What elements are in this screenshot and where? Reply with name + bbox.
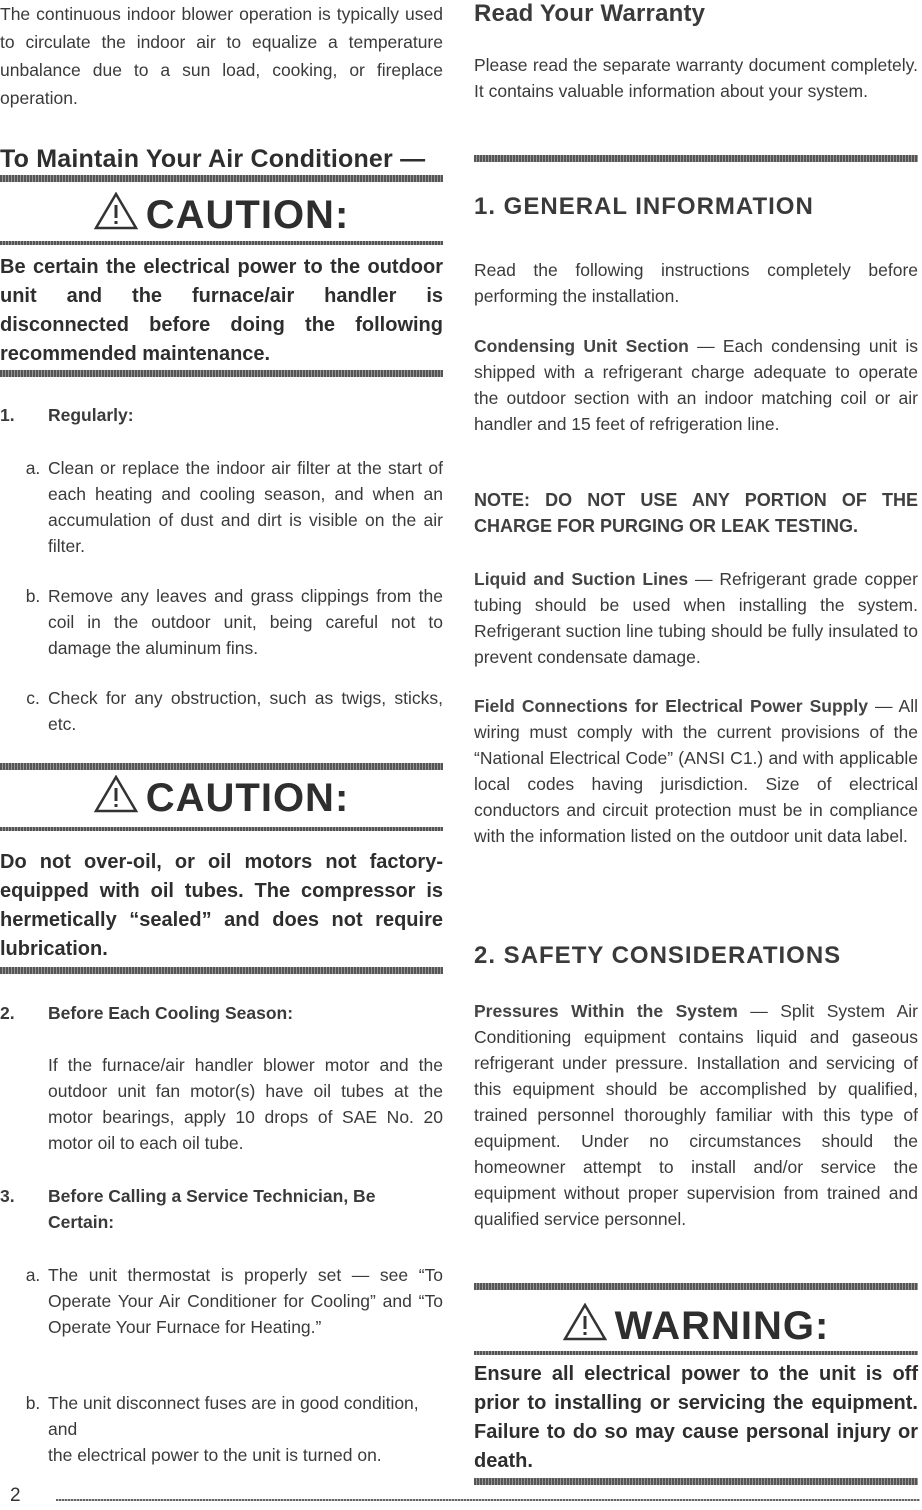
list-number: 1. — [0, 405, 15, 425]
warning-triangle-icon — [94, 192, 138, 230]
lines-text: — Refrigerant grade copper tubing should be used when installing the system. Refrigerant suction line tubing should be fully insulated to prevent condensate damage. — [474, 569, 918, 667]
divider — [0, 967, 443, 974]
pressures-label: Pressures Within the System — [474, 1001, 738, 1021]
lines-paragraph — [474, 566, 918, 670]
lines-label: Liquid and Suction Lines — [474, 569, 689, 589]
divider — [474, 1283, 918, 1290]
field-paragraph — [474, 693, 918, 849]
charge-note: NOTE: DO NOT USE ANY PORTION OF THE CHARGE FOR PURGING OR LEAK TESTING. — [474, 490, 918, 536]
condensing-label: Condensing Unit Section — [474, 336, 689, 356]
caution-title-2 — [0, 770, 443, 826]
intro-paragraph: The continuous indoor blower operation is typically used to circulate the indoor air to equalize a temperature unbalance due to a sun load, cooking, or fireplace operation. — [0, 4, 443, 108]
general-intro: Read the following instructions completely before performing the installation. — [474, 260, 918, 306]
item-text: The unit thermostat is properly set — see “To Operate Your Air Conditioner for Cooling” and “To Operate Your Furnace for Heating.” — [48, 1265, 443, 1337]
item-letter: c. — [26, 688, 40, 708]
list-number: 3. — [0, 1186, 15, 1206]
maintain-heading: To Maintain Your Air Conditioner — — [0, 145, 426, 173]
pressures-text: — Split System Air Conditioning equipment contains liquid and gaseous refrigerant under pressure. Installation and servicing of this equipment should be accomplished by qualified, trained personnel thoroughly familiar with this type of equipment. Under no circumstances should the homeowner attempt to install and/or service the equipment without proper supervision from trained and qualified service personnel. — [474, 1001, 918, 1229]
divider — [0, 827, 443, 831]
condensing-text: — Each condensing unit is shipped with a refrigerant charge adequate to operate the outdoor section with an indoor matching coil or air handler and 15 feet of refrigeration line. — [474, 336, 918, 434]
divider — [474, 1478, 918, 1485]
field-label: Field Connections for Electrical Power Supply — [474, 696, 868, 716]
condensing-paragraph — [474, 333, 918, 437]
page-number: 2 — [10, 1485, 21, 1506]
pressures-paragraph — [474, 998, 918, 1232]
divider — [0, 763, 443, 770]
divider — [0, 370, 443, 377]
divider — [0, 241, 443, 245]
list-item — [0, 455, 443, 559]
list-item — [0, 1262, 443, 1340]
item-letter: a. — [25, 1265, 41, 1285]
list-item — [0, 685, 443, 737]
caution-text-2: Do not over-oil, or oil motors not factory-equipped with oil tubes. The compressor is hermetically “sealed” and does not require lubrication. — [0, 851, 443, 960]
cooling-season-heading — [0, 1000, 443, 1026]
item-text-continued: the electrical power to the unit is turned on. — [48, 1445, 382, 1465]
warranty-heading: Read Your Warranty — [474, 0, 706, 27]
list-label: Before Calling a Service Technician, Be Certain: — [48, 1186, 376, 1232]
safety-heading: 2. SAFETY CONSIDERATIONS — [474, 942, 842, 969]
item-text: Remove any leaves and grass clippings from the coil in the outdoor unit, being careful not to damage the aluminum fins. — [48, 586, 443, 658]
cooling-season-text: If the furnace/air handler blower motor and the outdoor unit fan motor(s) have oil tubes at the motor bearings, apply 10 drops of SAE No. 20 motor oil to each oil tube. — [48, 1055, 443, 1153]
item-letter: b. — [25, 1393, 41, 1413]
footer-rule — [56, 1499, 920, 1501]
item-text: Clean or replace the indoor air filter at the start of each heating and cooling season, and when an accumulation of dust and dirt is visible on the air filter. — [48, 458, 443, 556]
field-text: — All wiring must comply with the current provisions of the “National Electrical Code” (ANSI C1.) and with applicable local codes having jurisdiction. Size of electrical conductors and circuit protection must be in compliance with the information listed on the outdoor unit data label. — [474, 696, 918, 846]
caution-title-1 — [0, 187, 443, 243]
caution-text-1: Be certain the electrical power to the outdoor unit and the furnace/air handler is disconnected before doing the following recommended maintenance. — [0, 256, 443, 365]
list-label: Regularly: — [48, 405, 134, 425]
list-number: 2. — [0, 1003, 15, 1023]
item-letter: b. — [25, 586, 41, 606]
list-item — [0, 583, 443, 661]
page-footer — [0, 1485, 922, 1510]
warranty-text: Please read the separate warranty document completely. It contains valuable information about your system. — [474, 55, 918, 101]
list-label: Before Each Cooling Season: — [48, 1003, 294, 1023]
list-item — [0, 1390, 443, 1468]
divider — [474, 155, 918, 162]
warning-triangle-icon — [563, 1303, 607, 1341]
item-text: The unit disconnect fuses are in good condition, and — [48, 1393, 419, 1439]
regularly-heading — [0, 402, 443, 428]
item-letter: a. — [25, 458, 41, 478]
warning-triangle-icon — [94, 775, 138, 813]
caution-label: CAUTION: — [145, 776, 350, 820]
service-call-heading — [0, 1183, 443, 1235]
warning-title — [474, 1298, 918, 1354]
divider — [474, 1351, 918, 1355]
general-heading: 1. GENERAL INFORMATION — [474, 193, 814, 220]
caution-label: CAUTION: — [145, 193, 350, 237]
warning-label: WARNING: — [614, 1304, 830, 1348]
warning-text: Ensure all electrical power to the unit is off prior to installing or servicing the equipment. Failure to do so may cause personal injury or death. — [474, 1363, 918, 1472]
divider — [0, 175, 443, 182]
item-text: Check for any obstruction, such as twigs, sticks, etc. — [48, 688, 443, 734]
